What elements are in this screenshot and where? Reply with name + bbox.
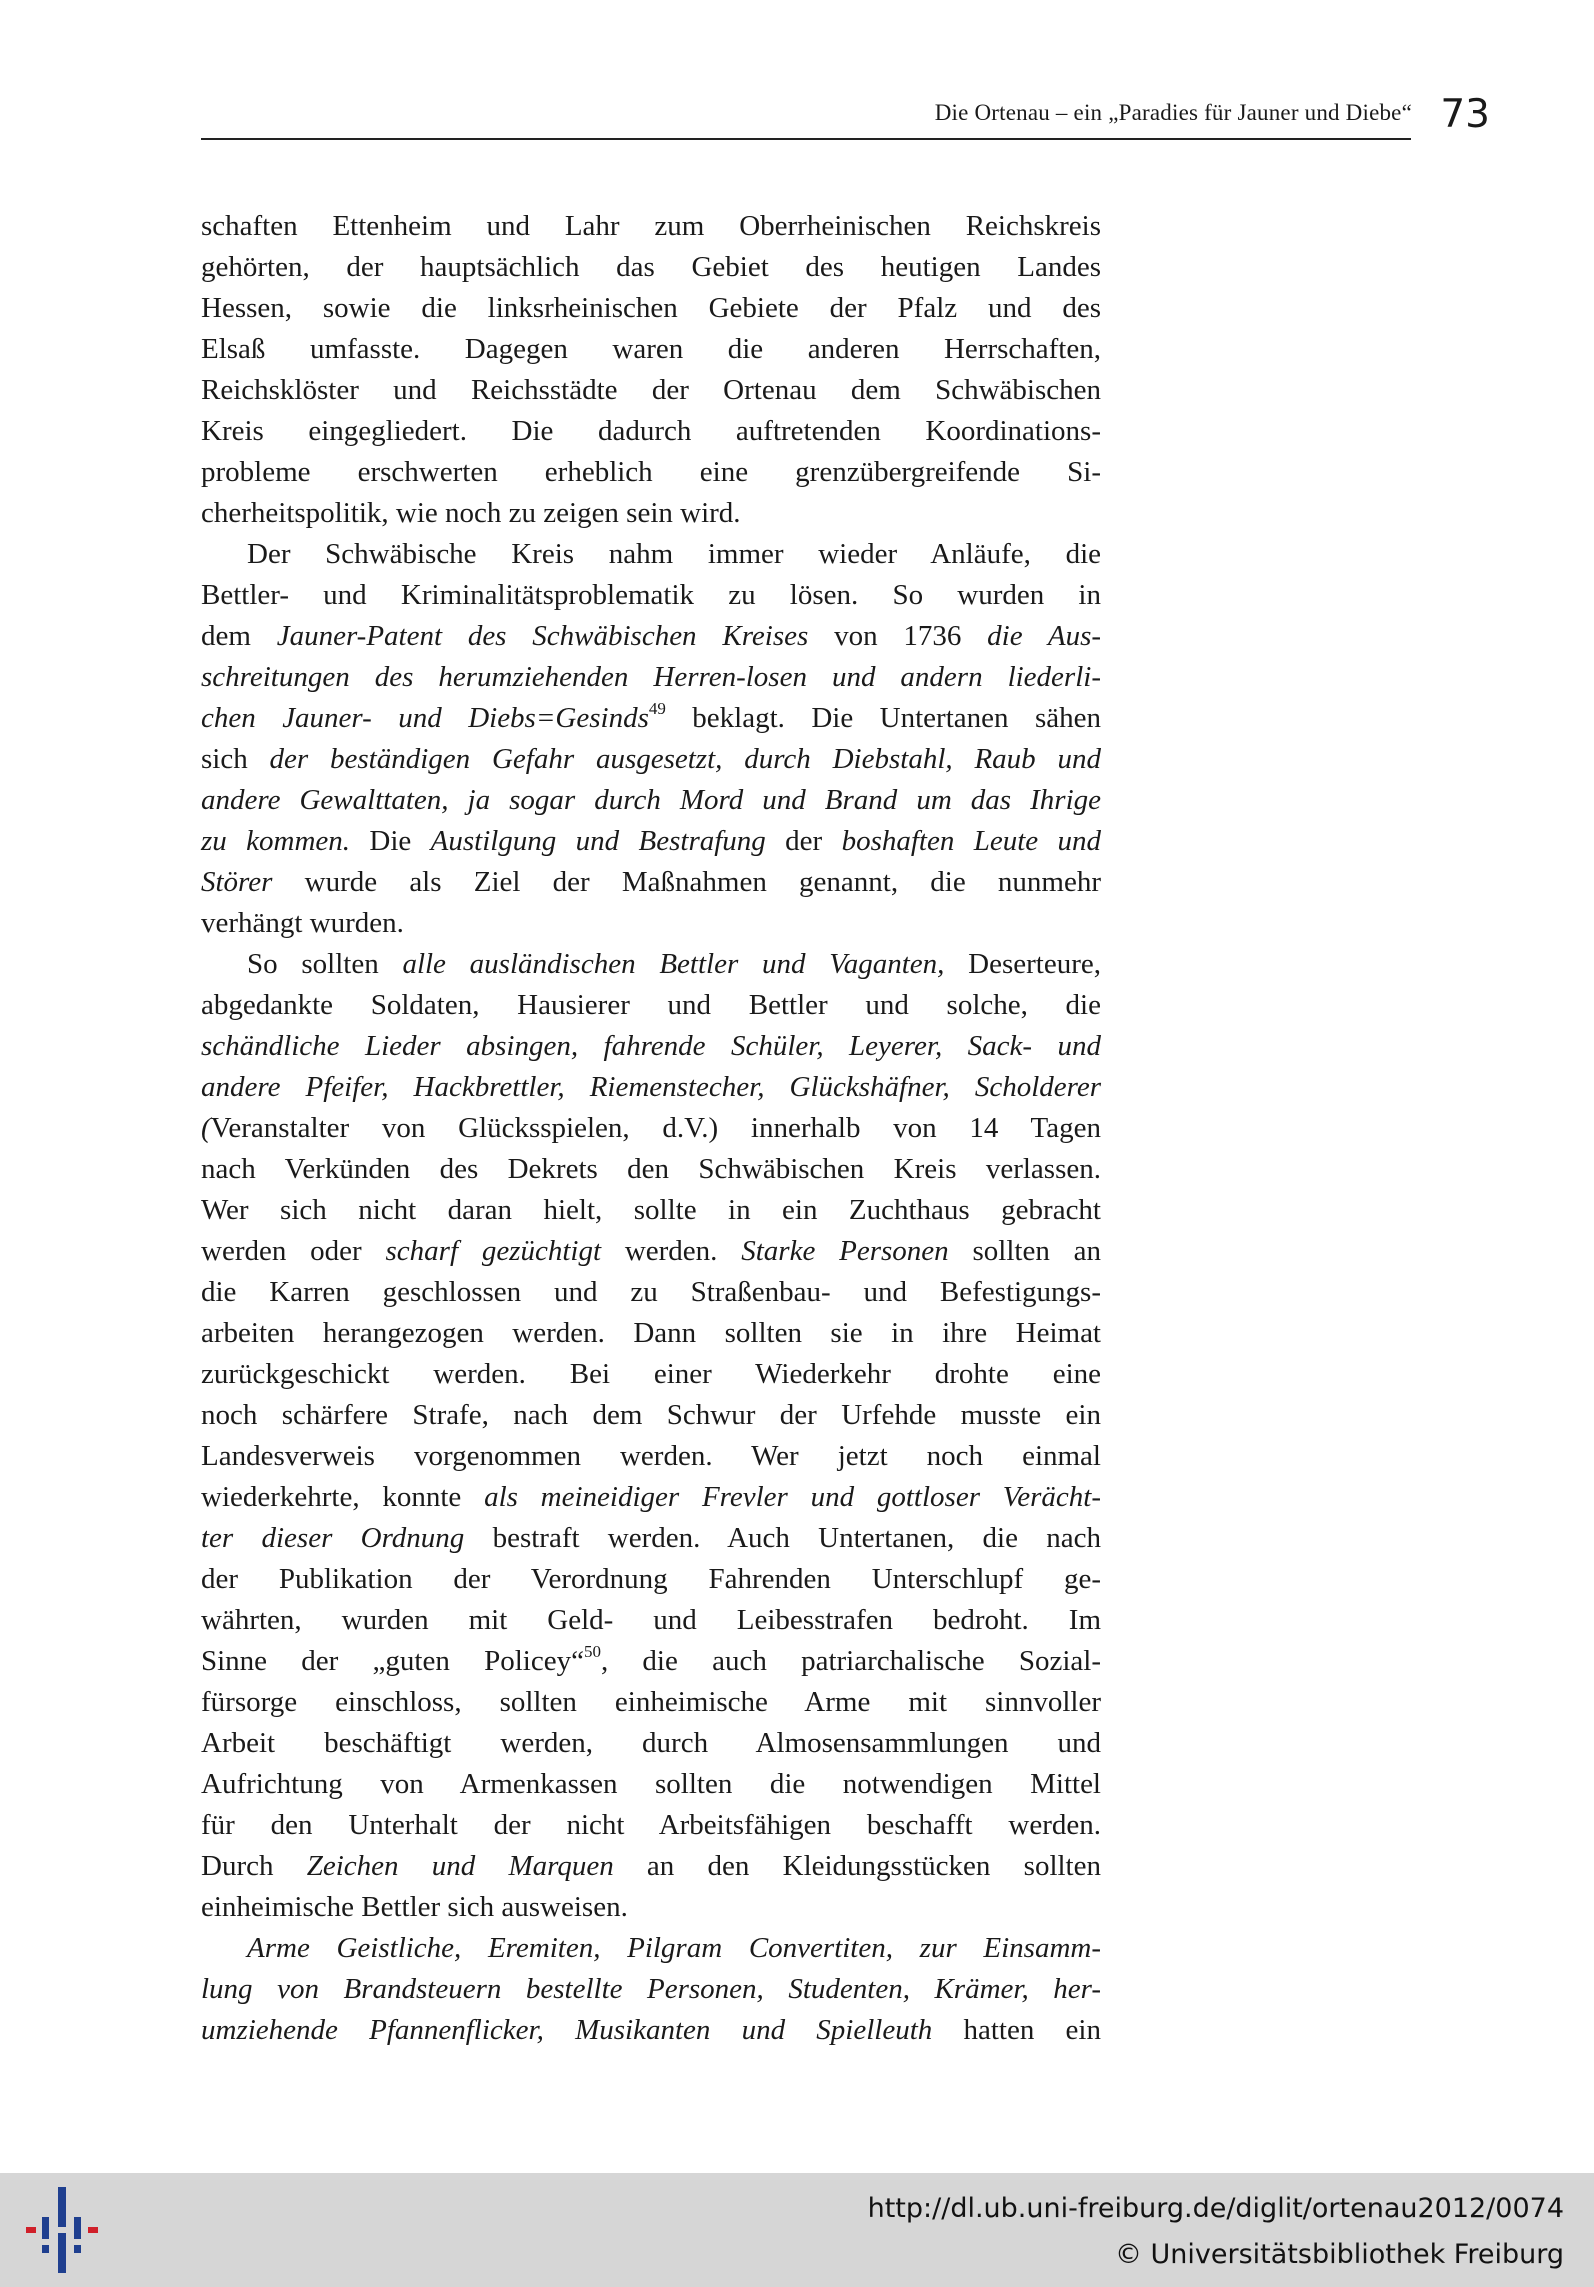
italic-quote: scharf gezüchtigt	[385, 1235, 602, 1267]
text-line	[201, 1026, 1101, 1067]
italic-quote: Arme Geistliche, Eremiten, Pilgram Convertiten, zur Einsamm-	[247, 1932, 1101, 1964]
italic-quote: Austilgung und Bestrafung	[430, 825, 766, 857]
page-number: 73	[1440, 92, 1490, 137]
text-line: Wer sich nicht daran hielt, sollte in ein Zuchthaus gebracht	[201, 1194, 1101, 1226]
text-line: Reichsklöster und Reichsstädte der Ortenau dem Schwäbischen	[201, 374, 1101, 406]
text-line: Kreis eingegliedert. Die dadurch auftretenden Koordinations-	[201, 415, 1101, 447]
copyright-notice: © Universitätsbibliothek Freiburg	[1114, 2239, 1564, 2270]
text-line: gehörten, der hauptsächlich das Gebiet des heutigen Landes	[201, 251, 1101, 283]
italic-quote: Starke Personen	[741, 1235, 949, 1267]
text-line: für den Unterhalt der nicht Arbeitsfähigen beschafft werden.	[201, 1809, 1101, 1841]
text-line: nach Verkünden des Dekrets den Schwäbischen Kreis verlassen.	[201, 1153, 1101, 1185]
italic-citation: Jauner-Patent des Schwäbischen Kreises	[276, 620, 809, 652]
italic-quote: als meineidiger Frevler und gottloser Verächt-	[484, 1481, 1101, 1513]
italic-quote: schändliche Lieder absingen, fahrende Schüler, Leyerer, Sack- und	[201, 1030, 1101, 1062]
body-text	[201, 206, 1101, 2051]
text-line: ter dieser Ordnung bestraft werden. Auch Untertanen, die nach	[201, 1522, 1101, 1554]
text-line: Aufrichtung von Armenkassen sollten die notwendigen Mittel	[201, 1768, 1101, 1800]
italic-quote: die Aus-	[987, 620, 1102, 652]
text-line: Arbeit beschäftigt werden, durch Almosensammlungen und	[201, 1727, 1101, 1759]
text-line: verhängt wurden.	[201, 907, 404, 939]
italic-quote: chen Jauner- und Diebs=Gesinds	[201, 702, 649, 734]
italic-quote: zu kommen.	[201, 825, 351, 857]
ub-freiburg-logo-icon	[22, 2187, 102, 2273]
italic-quote: lung von Brandsteuern bestellte Personen, Studenten, Krämer, her-	[201, 1973, 1101, 2005]
running-title: Die Ortenau – ein „Paradies für Jauner und Diebe“	[934, 100, 1412, 125]
text-line: arbeiten herangezogen werden. Dann sollten sie in ihre Heimat	[201, 1317, 1101, 1349]
italic-quote: ter dieser Ordnung	[201, 1522, 465, 1554]
italic-quote: boshaften Leute und	[841, 825, 1102, 857]
text-line: Landesverweis vorgenommen werden. Wer jetzt noch einmal	[201, 1440, 1101, 1472]
text-line	[201, 780, 1101, 821]
text-line: dem Jauner-Patent des Schwäbischen Kreises von 1736 die Aus-	[201, 620, 1102, 652]
text-line: Hessen, sowie die linksrheinischen Gebiete der Pfalz und des	[201, 292, 1101, 324]
header-rule	[201, 138, 1411, 140]
italic-quote: Störer	[201, 866, 273, 898]
text-line: zurückgeschickt werden. Bei einer Wiederkehr drohte eine	[201, 1358, 1101, 1390]
text-line: (Veranstalter von Glücksspielen, d.V.) innerhalb von 14 Tagen	[201, 1112, 1101, 1144]
italic-quote: der beständigen Gefahr ausgesetzt, durch Diebstahl, Raub und	[269, 743, 1101, 775]
text-line: einheimische Bettler sich ausweisen.	[201, 1891, 628, 1923]
text-line: abgedankte Soldaten, Hausierer und Bettler und solche, die	[201, 989, 1101, 1021]
text-line: noch schärfere Strafe, nach dem Schwur der Urfehde musste ein	[201, 1399, 1101, 1431]
text-line	[201, 1928, 1101, 1969]
text-line: umziehende Pfannenflicker, Musikanten und Spielleuth hatten ein	[201, 2014, 1101, 2046]
text-line	[201, 657, 1101, 698]
italic-quote: Zeichen und Marquen	[306, 1850, 614, 1882]
footnote-ref[interactable]: 50	[583, 1642, 601, 1662]
text-line: Elsaß umfasste. Dagegen waren die anderen Herrschaften,	[201, 333, 1101, 365]
text-line: fürsorge einschloss, sollten einheimische Arme mit sinnvoller	[201, 1686, 1101, 1718]
text-line: Der Schwäbische Kreis nahm immer wieder Anläufe, die	[247, 538, 1101, 570]
footer-band	[0, 2173, 1594, 2287]
text-line: der Publikation der Verordnung Fahrenden Unterschlupf ge-	[201, 1563, 1101, 1595]
italic-quote: alle ausländischen Bettler und Vaganten,	[402, 948, 945, 980]
text-line: wiederkehrte, konnte als meineidiger Frevler und gottloser Verächt-	[201, 1481, 1101, 1513]
running-header	[201, 86, 1490, 146]
text-line: werden oder scharf gezüchtigt werden. Starke Personen sollten an	[201, 1235, 1101, 1267]
footnote-ref[interactable]: 49	[648, 699, 666, 719]
text-line: So sollten alle ausländischen Bettler und Vaganten, Deserteure,	[247, 948, 1101, 980]
text-line: cherheitspolitik, wie noch zu zeigen sein wird.	[201, 497, 741, 529]
italic-quote: andere Pfeifer, Hackbrettler, Riemenstecher, Glückshäfner, Scholderer	[201, 1071, 1101, 1103]
source-url-link[interactable]: http://dl.ub.uni-freiburg.de/diglit/ortenau2012/0074	[867, 2193, 1564, 2224]
text-line: schaften Ettenheim und Lahr zum Oberrheinischen Reichskreis	[201, 210, 1101, 242]
italic-quote: andere Gewalttaten, ja sogar durch Mord und Brand um das Ihrige	[201, 784, 1101, 816]
text-line: probleme erschwerten erheblich eine grenzübergreifende Si-	[201, 456, 1101, 488]
text-line: Bettler- und Kriminalitätsproblematik zu lösen. So wurden in	[201, 579, 1101, 611]
text-line: währten, wurden mit Geld- und Leibesstrafen bedroht. Im	[201, 1604, 1101, 1636]
text-line: chen Jauner- und Diebs=Gesinds$^{49}$ beklagt. Die Untertanen sähen	[201, 699, 1101, 734]
italic-quote: schreitungen des herumziehenden Herren-losen und andern liederli-	[201, 661, 1101, 693]
text-line: sich der beständigen Gefahr ausgesetzt, durch Diebstahl, Raub und	[201, 743, 1101, 775]
text-line: zu kommen. Die Austilgung und Bestrafung der boshaften Leute und	[201, 825, 1102, 857]
text-line	[201, 1969, 1101, 2010]
text-line: die Karren geschlossen und zu Straßenbau- und Befestigungs-	[201, 1276, 1101, 1308]
text-line	[201, 1067, 1101, 1108]
text-line: Sinne der „guten Policey“$^{50}$, die auch patriarchalische Sozial-	[201, 1642, 1102, 1677]
text-line: Durch Zeichen und Marquen an den Kleidungsstücken sollten	[201, 1850, 1101, 1882]
text-line: Störer wurde als Ziel der Maßnahmen genannt, die nunmehr	[201, 866, 1101, 898]
italic-quote: umziehende Pfannenflicker, Musikanten und Spielleuth	[201, 2014, 933, 2046]
